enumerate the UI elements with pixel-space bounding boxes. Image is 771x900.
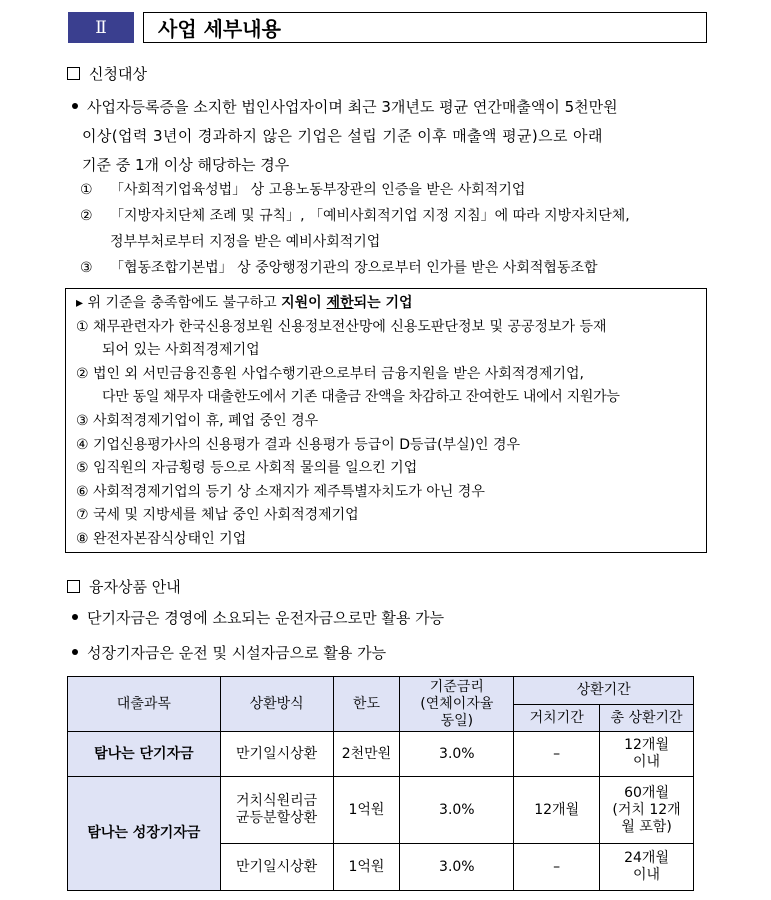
cell-limit: 1억원 bbox=[333, 844, 400, 891]
cell-rate: 3.0% bbox=[400, 844, 514, 891]
item-number: ③ bbox=[80, 260, 93, 276]
cell-limit: 2천만원 bbox=[333, 732, 400, 777]
products-heading bbox=[67, 576, 181, 597]
cell-method: 만기일시상환 bbox=[220, 844, 333, 891]
loan-table bbox=[67, 676, 694, 891]
lead-bold: 지원이 bbox=[281, 295, 327, 311]
section-number: Ⅱ bbox=[68, 12, 134, 43]
item-text: 「협동조합기본법」 상 중앙행정기관의 장으로부터 인가를 받은 사회적협동조합 bbox=[110, 260, 598, 276]
cell-method: 거치식원리금 균등분할상환 bbox=[220, 777, 333, 844]
restriction-item: ⑥ 사회적경제기업의 등기 상 소재지가 제주특별자치도가 아닌 경우 bbox=[76, 483, 485, 500]
restriction-item: ⑦ 국세 및 지방세를 체납 중인 사회적경제기업 bbox=[76, 507, 359, 524]
products-heading-text: 융자상품 안내 bbox=[89, 578, 181, 596]
loan-name-growth: 탐나는 성장기자금 bbox=[68, 777, 221, 891]
cell-rate: 3.0% bbox=[400, 777, 514, 844]
item-number: ② bbox=[80, 208, 93, 224]
cell-total: 24개월 이내 bbox=[600, 844, 694, 891]
bullet-text: 성장기자금은 운전 및 시설자금으로 활용 가능 bbox=[87, 644, 387, 662]
lead-underline: 제한 bbox=[326, 295, 354, 311]
bullet-icon bbox=[72, 614, 78, 620]
bullet-icon bbox=[72, 649, 78, 655]
restriction-item: ① 채무관련자가 한국신용정보원 신용정보전산망에 신용도판단정보 및 공공정보가 등재 bbox=[76, 318, 607, 335]
restriction-item: ③ 사회적경제기업이 휴, 폐업 중인 경우 bbox=[76, 412, 319, 429]
cell-total: 12개월 이내 bbox=[600, 732, 694, 777]
header-total: 총 상환기간 bbox=[600, 705, 694, 732]
restriction-lead bbox=[76, 292, 706, 316]
eligibility-intro bbox=[72, 93, 712, 180]
restriction-item: ⑧ 완전자본잠식상태인 기업 bbox=[76, 530, 247, 547]
eligibility-items bbox=[80, 177, 710, 281]
header-period: 상환기간 bbox=[514, 677, 694, 705]
restriction-item: 다만 동일 채무자 대출한도에서 기존 대출금 잔액을 차감하고 잔여한도 내에서 지원가능 bbox=[102, 389, 620, 406]
eligibility-item bbox=[80, 177, 710, 203]
products-bullet bbox=[72, 604, 444, 633]
item-text: 정부부처로부터 지정을 받은 예비사회적기업 bbox=[110, 234, 381, 250]
section-title-text: 사업 세부내용 bbox=[158, 17, 281, 41]
bullet-icon bbox=[72, 103, 78, 109]
restriction-item: ② 법인 외 서민금융진흥원 사업수행기관으로부터 금융지원을 받은 사회적경제기업, bbox=[76, 365, 584, 382]
intro-line-text: 사업자등록증을 소지한 법인사업자이며 최근 3개년도 평균 연간매출액이 5천만원 bbox=[87, 98, 618, 116]
eligibility-item bbox=[80, 203, 710, 229]
eligibility-heading-text: 신청대상 bbox=[89, 65, 147, 83]
restriction-item: 되어 있는 사회적경제기업 bbox=[102, 342, 260, 359]
intro-line bbox=[72, 93, 712, 122]
section-title bbox=[143, 12, 707, 43]
header-rate: 기준금리 (연체이자율 동일) bbox=[400, 677, 514, 732]
item-text: 「사회적기업육성법」 상 고용노동부장관의 인증을 받은 사회적기업 bbox=[110, 182, 526, 198]
cell-method: 만기일시상환 bbox=[220, 732, 333, 777]
cell-grace: 12개월 bbox=[514, 777, 600, 844]
cell-grace: – bbox=[514, 844, 600, 891]
header-limit: 한도 bbox=[333, 677, 400, 732]
restriction-item: ④ 기업신용평가사의 신용평가 결과 신용평가 등급이 D등급(부실)인 경우 bbox=[76, 436, 521, 453]
cell-limit: 1억원 bbox=[333, 777, 400, 844]
restriction-item: ⑤ 임직원의 자금횡령 등으로 사회적 물의를 일으킨 기업 bbox=[76, 460, 418, 477]
eligibility-item bbox=[80, 255, 710, 281]
products-bullet bbox=[72, 639, 386, 668]
restriction-box bbox=[65, 288, 707, 553]
checkbox-square-icon bbox=[67, 67, 80, 80]
cell-rate: 3.0% bbox=[400, 732, 514, 777]
cell-total: 60개월 (거치 12개 월 포함) bbox=[600, 777, 694, 844]
loan-name-short: 탐나는 단기자금 bbox=[68, 732, 221, 777]
cell-grace: – bbox=[514, 732, 600, 777]
item-text: 「지방자치단체 조례 및 규칙」, 「예비사회적기업 지정 지침」에 따라 지방자치단체, bbox=[110, 208, 630, 224]
header-grace: 거치기간 bbox=[514, 705, 600, 732]
header-loan: 대출과목 bbox=[68, 677, 221, 732]
checkbox-square-icon bbox=[67, 580, 80, 593]
item-number: ① bbox=[80, 182, 93, 198]
lead-text: ▸ 위 기준을 충족함에도 불구하고 bbox=[76, 295, 282, 311]
intro-line: 기준 중 1개 이상 해당하는 경우 bbox=[82, 156, 290, 174]
lead-bold: 되는 기업 bbox=[353, 295, 413, 311]
intro-line: 이상(업력 3년이 경과하지 않은 기업은 설립 기준 이후 매출액 평균)으로 아래 bbox=[82, 127, 603, 145]
header-method: 상환방식 bbox=[220, 677, 333, 732]
bullet-text: 단기자금은 경영에 소요되는 운전자금으로만 활용 가능 bbox=[87, 609, 445, 627]
eligibility-heading bbox=[67, 63, 147, 84]
